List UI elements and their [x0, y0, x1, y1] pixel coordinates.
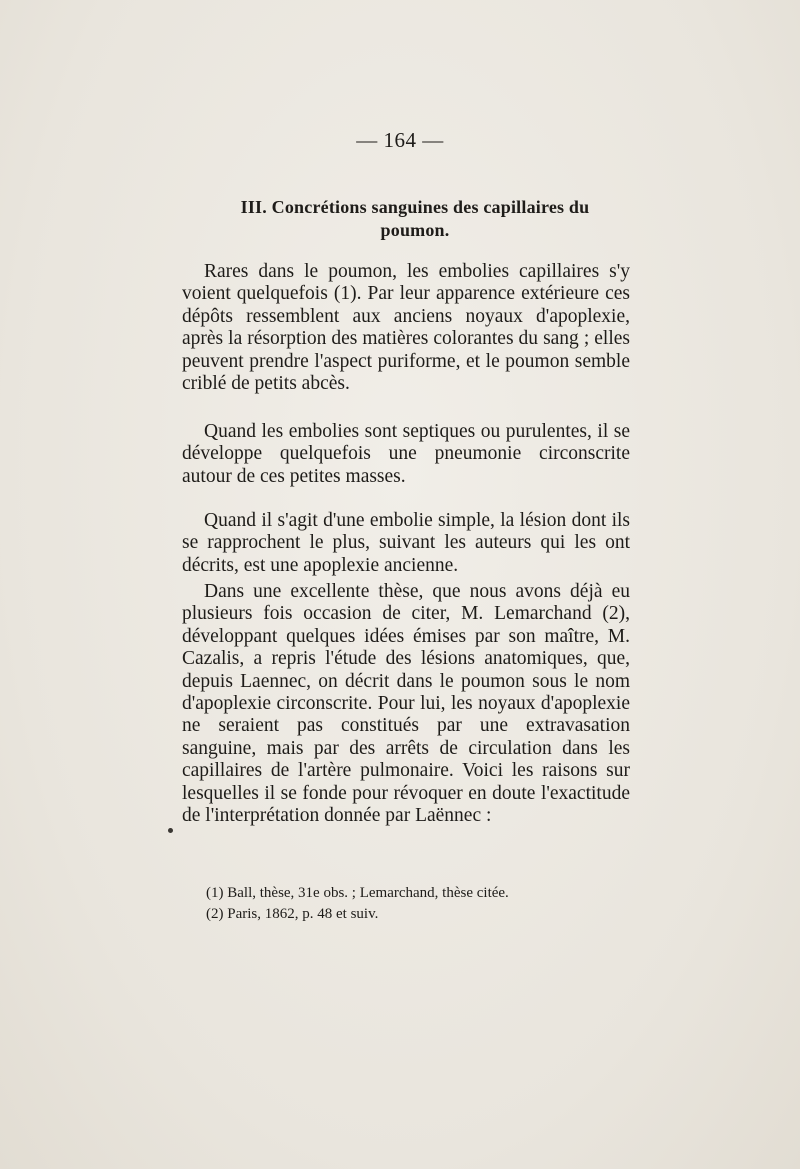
section-heading: [180, 196, 650, 242]
footnote: (1) Ball, thèse, 31e obs. ; Lemarchand, thèse citée.: [206, 885, 509, 901]
margin-mark: [168, 828, 173, 833]
footnotes: [206, 883, 626, 925]
footnote: (2) Paris, 1862, p. 48 et suiv.: [206, 906, 379, 922]
paragraph: Dans une excellente thèse, que nous avons déjà eu plusieurs fois occasion de citer, M. Lemarchand (2), développant quelques idées émises par son maître, M. Cazalis, a repris l'étude des lésions anatomiques, que, depuis Laennec, on décrit dans le poumon sous le nom d'apoplexie circonscrite. Pour lui, les noyaux d'apoplexie ne seraient pas constitués par une extravasation sanguine, mais par des arrêts de circulation dans les capillaires de l'artère pulmonaire. Voici les raisons sur lesquelles il se fonde pour révoquer en doute l'exactitude de l'interprétation donnée par Laënnec :: [182, 581, 630, 827]
section-heading-line2: poumon.: [380, 220, 450, 240]
paragraph: Rares dans le poumon, les embolies capillaires s'y voient quelquefois (1). Par leur apparence extérieure ces dépôts ressemblent aux anciens noyaux d'apoplexie, après la résorption des matières colorantes du sang ; elles peuvent prendre l'aspect puriforme, et le poumon semble criblé de petits abcès.: [182, 261, 630, 395]
paragraph: Quand il s'agit d'une embolie simple, la lésion dont ils se rapprochent le plus, suivant les auteurs qui les ont décrits, est une apoplexie ancienne.: [182, 510, 630, 576]
section-heading-line1: III. Concrétions sanguines des capillaires du: [240, 197, 590, 217]
paragraph: Quand les embolies sont septiques ou purulentes, il se développe quelquefois une pneumonie circonscrite autour de ces petites masses.: [182, 421, 630, 487]
page-number: — 164 —: [356, 128, 444, 152]
